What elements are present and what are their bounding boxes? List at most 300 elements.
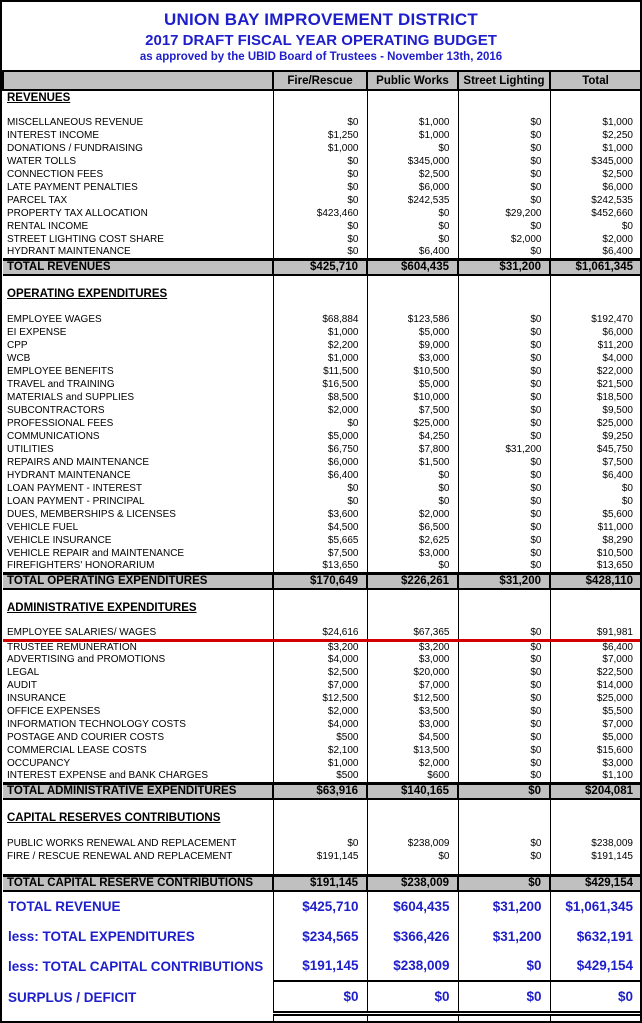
public-works-value: $604,435 bbox=[367, 259, 458, 275]
public-works-value: $3,000 bbox=[367, 547, 458, 560]
table-row bbox=[3, 573, 641, 589]
total-value: $632,191 bbox=[550, 921, 641, 951]
table-row bbox=[3, 615, 641, 627]
total-value: $9,500 bbox=[550, 404, 641, 417]
street-lighting-value: $0 bbox=[458, 757, 550, 770]
public-works-value bbox=[367, 90, 458, 104]
row-label: TOTAL ADMINISTRATIVE EXPENDITURES bbox=[3, 783, 273, 799]
street-lighting-value: $31,200 bbox=[458, 921, 550, 951]
fire-rescue-value: $1,000 bbox=[273, 326, 367, 339]
table-row bbox=[3, 718, 641, 731]
row-label: CPP bbox=[7, 340, 28, 351]
fire-rescue-value: $5,000 bbox=[273, 430, 367, 443]
row-label: DONATIONS / FUNDRAISING bbox=[7, 143, 143, 154]
total-value: $5,600 bbox=[550, 508, 641, 521]
street-lighting-value: $0 bbox=[458, 129, 550, 142]
table-row bbox=[3, 521, 641, 534]
row-label: SURPLUS / DEFICIT bbox=[8, 989, 137, 1005]
table-row bbox=[3, 744, 641, 757]
street-lighting-value: $0 bbox=[458, 744, 550, 757]
table-row bbox=[3, 666, 641, 679]
public-works-value: $20,000 bbox=[367, 666, 458, 679]
street-lighting-value: $0 bbox=[458, 142, 550, 155]
row-label: DUES, MEMBERSHIPS & LICENSES bbox=[7, 509, 176, 520]
row-label: FIRE / RESCUE RENEWAL AND REPLACEMENT bbox=[7, 851, 233, 862]
street-lighting-value: $0 bbox=[458, 194, 550, 207]
public-works-value bbox=[367, 615, 458, 627]
total-value: $14,000 bbox=[550, 679, 641, 692]
table-row bbox=[3, 770, 641, 783]
public-works-value: $238,009 bbox=[367, 837, 458, 850]
public-works-value bbox=[367, 863, 458, 875]
total-value: $1,100 bbox=[550, 770, 641, 783]
total-value: $428,110 bbox=[550, 573, 641, 589]
public-works-value: $140,165 bbox=[367, 783, 458, 799]
total-value: $7,000 bbox=[550, 653, 641, 666]
column-header-total: Total bbox=[550, 71, 641, 90]
total-value: $11,200 bbox=[550, 339, 641, 352]
public-works-value: $3,000 bbox=[367, 718, 458, 731]
total-value: $2,250 bbox=[550, 129, 641, 142]
fire-rescue-value: $6,400 bbox=[273, 469, 367, 482]
street-lighting-value bbox=[458, 811, 550, 825]
public-works-value bbox=[367, 799, 458, 811]
public-works-value: $0 bbox=[367, 207, 458, 220]
fire-rescue-value bbox=[273, 863, 367, 875]
street-lighting-value: $0 bbox=[458, 482, 550, 495]
row-label: TOTAL OPERATING EXPENDITURES bbox=[3, 573, 273, 589]
row-label: ADVERTISING and PROMOTIONS bbox=[7, 654, 166, 665]
total-value: $0 bbox=[550, 981, 641, 1013]
table-row bbox=[3, 547, 641, 560]
fire-rescue-value: $425,710 bbox=[273, 891, 367, 921]
total-value: $1,000 bbox=[550, 142, 641, 155]
total-value: $22,000 bbox=[550, 365, 641, 378]
column-header-row bbox=[3, 71, 641, 90]
fire-rescue-value: $0 bbox=[273, 981, 367, 1013]
total-value: $1,061,345 bbox=[550, 259, 641, 275]
total-value: $0 bbox=[550, 495, 641, 508]
table-row bbox=[3, 589, 641, 601]
street-lighting-value bbox=[458, 1013, 550, 1023]
row-label: TRUSTEE REMUNERATION bbox=[7, 641, 137, 653]
public-works-value: $1,000 bbox=[367, 129, 458, 142]
row-label: ADMINISTRATIVE EXPENDITURES bbox=[7, 602, 197, 614]
row-label: FIREFIGHTERS' HONORARIUM bbox=[7, 560, 155, 572]
total-value: $25,000 bbox=[550, 417, 641, 430]
street-lighting-value bbox=[458, 615, 550, 627]
total-value bbox=[550, 301, 641, 313]
public-works-value bbox=[367, 104, 458, 116]
street-lighting-value: $0 bbox=[458, 430, 550, 443]
row-label bbox=[3, 825, 273, 837]
street-lighting-value: $0 bbox=[458, 339, 550, 352]
public-works-value: $1,000 bbox=[367, 116, 458, 129]
table-row bbox=[3, 339, 641, 352]
street-lighting-value bbox=[458, 601, 550, 615]
total-value: $6,400 bbox=[550, 469, 641, 482]
total-value bbox=[550, 825, 641, 837]
row-label: PROPERTY TAX ALLOCATION bbox=[7, 208, 148, 219]
table-row bbox=[3, 731, 641, 744]
public-works-value bbox=[367, 601, 458, 615]
total-value: $5,000 bbox=[550, 731, 641, 744]
fire-rescue-value bbox=[273, 1013, 367, 1023]
fire-rescue-value: $5,665 bbox=[273, 534, 367, 547]
fire-rescue-value: $0 bbox=[273, 417, 367, 430]
public-works-value: $2,500 bbox=[367, 168, 458, 181]
total-value: $1,061,345 bbox=[550, 891, 641, 921]
row-label: TRAVEL and TRAINING bbox=[7, 379, 115, 390]
street-lighting-value: $0 bbox=[458, 718, 550, 731]
total-value: $6,400 bbox=[550, 246, 641, 259]
table-row bbox=[3, 326, 641, 339]
fire-rescue-value: $4,000 bbox=[273, 718, 367, 731]
total-value bbox=[550, 104, 641, 116]
row-label: CONNECTION FEES bbox=[7, 169, 104, 180]
street-lighting-value: $0 bbox=[458, 692, 550, 705]
row-label: EMPLOYEE WAGES bbox=[7, 314, 102, 325]
table-row bbox=[3, 560, 641, 573]
total-value: $345,000 bbox=[550, 155, 641, 168]
table-row bbox=[3, 757, 641, 770]
street-lighting-value: $0 bbox=[458, 220, 550, 233]
street-lighting-value: $0 bbox=[458, 469, 550, 482]
total-value: $45,750 bbox=[550, 443, 641, 456]
table-row bbox=[3, 352, 641, 365]
table-row bbox=[3, 863, 641, 875]
row-label: TOTAL REVENUE bbox=[8, 899, 121, 914]
total-value: $3,000 bbox=[550, 757, 641, 770]
table-row bbox=[3, 508, 641, 521]
street-lighting-value bbox=[458, 104, 550, 116]
table-row bbox=[3, 653, 641, 666]
street-lighting-value: $0 bbox=[458, 378, 550, 391]
street-lighting-value: $0 bbox=[458, 666, 550, 679]
fire-rescue-value bbox=[273, 301, 367, 313]
row-label: less: TOTAL EXPENDITURES bbox=[8, 928, 195, 944]
fire-rescue-value: $24,616 bbox=[273, 627, 367, 640]
total-value: $0 bbox=[550, 482, 641, 495]
total-value: $242,535 bbox=[550, 194, 641, 207]
fire-rescue-value: $8,500 bbox=[273, 391, 367, 404]
street-lighting-value: $0 bbox=[458, 770, 550, 783]
fire-rescue-value: $0 bbox=[273, 194, 367, 207]
row-label: PARCEL TAX bbox=[7, 195, 68, 206]
row-label: LEGAL bbox=[7, 667, 40, 678]
public-works-value: $0 bbox=[367, 220, 458, 233]
row-label: WATER TOLLS bbox=[7, 156, 77, 167]
row-label: INFORMATION TECHNOLOGY COSTS bbox=[7, 719, 186, 730]
fire-rescue-value: $425,710 bbox=[273, 259, 367, 275]
public-works-value bbox=[367, 301, 458, 313]
fire-rescue-value: $13,650 bbox=[273, 560, 367, 573]
public-works-value: $345,000 bbox=[367, 155, 458, 168]
column-header-fire-rescue: Fire/Rescue bbox=[273, 71, 367, 90]
public-works-value: $2,000 bbox=[367, 757, 458, 770]
fire-rescue-value: $3,200 bbox=[273, 640, 367, 653]
row-label: OPERATING EXPENDITURES bbox=[7, 288, 168, 300]
public-works-value: $5,000 bbox=[367, 326, 458, 339]
public-works-value: $226,261 bbox=[367, 573, 458, 589]
public-works-value: $0 bbox=[367, 142, 458, 155]
table-row bbox=[3, 981, 641, 1013]
total-value: $6,000 bbox=[550, 326, 641, 339]
fire-rescue-value: $191,145 bbox=[273, 951, 367, 981]
row-label: VEHICLE FUEL bbox=[7, 522, 79, 533]
fire-rescue-value: $16,500 bbox=[273, 378, 367, 391]
total-value: $7,500 bbox=[550, 456, 641, 469]
street-lighting-value bbox=[458, 825, 550, 837]
street-lighting-value: $0 bbox=[458, 627, 550, 640]
document-header bbox=[2, 2, 640, 70]
total-value: $238,009 bbox=[550, 837, 641, 850]
total-value: $452,660 bbox=[550, 207, 641, 220]
row-label: REPAIRS AND MAINTENANCE bbox=[7, 457, 150, 468]
fire-rescue-value bbox=[273, 799, 367, 811]
fire-rescue-value: $0 bbox=[273, 181, 367, 194]
fire-rescue-value: $170,649 bbox=[273, 573, 367, 589]
total-value: $18,500 bbox=[550, 391, 641, 404]
public-works-value bbox=[367, 275, 458, 287]
fire-rescue-value: $500 bbox=[273, 770, 367, 783]
table-row bbox=[3, 891, 641, 921]
row-label: SUBCONTRACTORS bbox=[7, 405, 105, 416]
budget-table bbox=[2, 70, 642, 1023]
street-lighting-value: $0 bbox=[458, 705, 550, 718]
public-works-value: $0 bbox=[367, 850, 458, 863]
public-works-value: $0 bbox=[367, 233, 458, 246]
row-label: HYDRANT MAINTENANCE bbox=[7, 470, 131, 481]
row-label: PUBLIC WORKS RENEWAL AND REPLACEMENT bbox=[7, 838, 237, 849]
public-works-value: $4,500 bbox=[367, 731, 458, 744]
row-label: TOTAL CAPITAL RESERVE CONTRIBUTIONS bbox=[3, 875, 273, 891]
table-row bbox=[3, 129, 641, 142]
row-label bbox=[3, 275, 273, 287]
fire-rescue-value bbox=[273, 615, 367, 627]
fire-rescue-value: $500 bbox=[273, 731, 367, 744]
row-label: VEHICLE INSURANCE bbox=[7, 535, 112, 546]
table-row bbox=[3, 90, 641, 104]
fire-rescue-value: $2,100 bbox=[273, 744, 367, 757]
row-label: MATERIALS and SUPPLIES bbox=[7, 392, 135, 403]
total-value bbox=[550, 601, 641, 615]
street-lighting-value bbox=[458, 799, 550, 811]
public-works-value bbox=[367, 1013, 458, 1023]
street-lighting-value: $0 bbox=[458, 326, 550, 339]
street-lighting-value: $0 bbox=[458, 181, 550, 194]
fire-rescue-value: $4,000 bbox=[273, 653, 367, 666]
fire-rescue-value: $2,000 bbox=[273, 705, 367, 718]
total-value: $2,500 bbox=[550, 168, 641, 181]
total-value bbox=[550, 589, 641, 601]
row-label: POSTAGE AND COURIER COSTS bbox=[7, 732, 165, 743]
fire-rescue-value: $0 bbox=[273, 168, 367, 181]
public-works-value: $3,200 bbox=[367, 640, 458, 653]
total-value: $1,000 bbox=[550, 116, 641, 129]
row-label: PROFESSIONAL FEES bbox=[7, 418, 114, 429]
table-row bbox=[3, 142, 641, 155]
table-row bbox=[3, 692, 641, 705]
street-lighting-value: $0 bbox=[458, 456, 550, 469]
total-value: $22,500 bbox=[550, 666, 641, 679]
table-row bbox=[3, 104, 641, 116]
total-value bbox=[550, 615, 641, 627]
total-value: $4,000 bbox=[550, 352, 641, 365]
total-value bbox=[550, 811, 641, 825]
total-value: $0 bbox=[550, 220, 641, 233]
table-row bbox=[3, 601, 641, 615]
row-label: LOAN PAYMENT - INTEREST bbox=[7, 483, 143, 494]
street-lighting-value: $0 bbox=[458, 508, 550, 521]
public-works-value: $2,000 bbox=[367, 508, 458, 521]
street-lighting-value: $0 bbox=[458, 391, 550, 404]
public-works-value: $6,400 bbox=[367, 246, 458, 259]
table-row bbox=[3, 365, 641, 378]
public-works-value: $600 bbox=[367, 770, 458, 783]
row-label: INSURANCE bbox=[7, 693, 66, 704]
fire-rescue-value: $12,500 bbox=[273, 692, 367, 705]
fire-rescue-value: $1,000 bbox=[273, 757, 367, 770]
public-works-value: $1,500 bbox=[367, 456, 458, 469]
row-label: COMMERCIAL LEASE COSTS bbox=[7, 745, 147, 756]
row-label: STREET LIGHTING COST SHARE bbox=[7, 234, 164, 245]
public-works-value: $0 bbox=[367, 560, 458, 573]
total-value: $8,290 bbox=[550, 534, 641, 547]
row-label: CAPITAL RESERVES CONTRIBUTIONS bbox=[7, 812, 221, 824]
total-value: $429,154 bbox=[550, 951, 641, 981]
total-value bbox=[550, 1013, 641, 1023]
street-lighting-value: $0 bbox=[458, 168, 550, 181]
public-works-value: $0 bbox=[367, 981, 458, 1013]
table-row bbox=[3, 534, 641, 547]
document-subtitle: 2017 DRAFT FISCAL YEAR OPERATING BUDGET bbox=[145, 32, 497, 49]
row-label: INTEREST EXPENSE and BANK CHARGES bbox=[7, 770, 208, 782]
public-works-value bbox=[367, 589, 458, 601]
street-lighting-value bbox=[458, 275, 550, 287]
public-works-value: $5,000 bbox=[367, 378, 458, 391]
total-value: $6,000 bbox=[550, 181, 641, 194]
street-lighting-value: $0 bbox=[458, 534, 550, 547]
total-value bbox=[550, 275, 641, 287]
fire-rescue-value: $0 bbox=[273, 837, 367, 850]
table-row bbox=[3, 850, 641, 863]
table-row bbox=[3, 679, 641, 692]
street-lighting-value: $0 bbox=[458, 951, 550, 981]
public-works-value: $7,800 bbox=[367, 443, 458, 456]
public-works-value: $67,365 bbox=[367, 627, 458, 640]
public-works-value: $2,625 bbox=[367, 534, 458, 547]
total-value bbox=[550, 90, 641, 104]
fire-rescue-value: $68,884 bbox=[273, 313, 367, 326]
fire-rescue-value: $2,000 bbox=[273, 404, 367, 417]
table-row bbox=[3, 875, 641, 891]
fire-rescue-value bbox=[273, 589, 367, 601]
total-value: $429,154 bbox=[550, 875, 641, 891]
street-lighting-value bbox=[458, 287, 550, 301]
public-works-value: $3,000 bbox=[367, 352, 458, 365]
row-label bbox=[3, 615, 273, 627]
fire-rescue-value: $0 bbox=[273, 482, 367, 495]
fire-rescue-value: $11,500 bbox=[273, 365, 367, 378]
street-lighting-value: $0 bbox=[458, 521, 550, 534]
table-row bbox=[3, 275, 641, 287]
table-row bbox=[3, 116, 641, 129]
row-label bbox=[3, 799, 273, 811]
street-lighting-value: $29,200 bbox=[458, 207, 550, 220]
fire-rescue-value: $1,000 bbox=[273, 352, 367, 365]
total-value: $204,081 bbox=[550, 783, 641, 799]
street-lighting-value: $0 bbox=[458, 417, 550, 430]
table-row bbox=[3, 705, 641, 718]
fire-rescue-value: $0 bbox=[273, 233, 367, 246]
fire-rescue-value: $2,200 bbox=[273, 339, 367, 352]
fire-rescue-value: $0 bbox=[273, 246, 367, 259]
public-works-value: $25,000 bbox=[367, 417, 458, 430]
fire-rescue-value bbox=[273, 811, 367, 825]
street-lighting-value: $0 bbox=[458, 981, 550, 1013]
public-works-value: $238,009 bbox=[367, 875, 458, 891]
public-works-value: $604,435 bbox=[367, 891, 458, 921]
street-lighting-value: $31,200 bbox=[458, 259, 550, 275]
fire-rescue-value bbox=[273, 287, 367, 301]
row-label: TOTAL REVENUES bbox=[3, 259, 273, 275]
public-works-value: $3,000 bbox=[367, 653, 458, 666]
table-row bbox=[3, 233, 641, 246]
row-label bbox=[3, 863, 273, 875]
street-lighting-value: $0 bbox=[458, 850, 550, 863]
total-value: $11,000 bbox=[550, 521, 641, 534]
public-works-value: $10,000 bbox=[367, 391, 458, 404]
fire-rescue-value: $234,565 bbox=[273, 921, 367, 951]
street-lighting-value: $0 bbox=[458, 365, 550, 378]
row-label: EI EXPENSE bbox=[7, 327, 67, 338]
document-approval-line: as approved by the UBID Board of Trustees - November 13th, 2016 bbox=[139, 51, 503, 63]
fire-rescue-value: $63,916 bbox=[273, 783, 367, 799]
fire-rescue-value: $7,500 bbox=[273, 547, 367, 560]
row-label: VEHICLE REPAIR and MAINTENANCE bbox=[7, 548, 185, 559]
table-row bbox=[3, 404, 641, 417]
row-label: INTEREST INCOME bbox=[7, 130, 100, 141]
table-row bbox=[3, 168, 641, 181]
row-label: REVENUES bbox=[7, 91, 71, 104]
total-value: $5,500 bbox=[550, 705, 641, 718]
total-value: $25,000 bbox=[550, 692, 641, 705]
public-works-value: $123,586 bbox=[367, 313, 458, 326]
document-title: UNION BAY IMPROVEMENT DISTRICT bbox=[164, 10, 478, 29]
street-lighting-value bbox=[458, 90, 550, 104]
fire-rescue-value bbox=[273, 90, 367, 104]
public-works-value: $6,000 bbox=[367, 181, 458, 194]
fire-rescue-value: $191,145 bbox=[273, 850, 367, 863]
public-works-value: $6,500 bbox=[367, 521, 458, 534]
public-works-value bbox=[367, 811, 458, 825]
row-label: EMPLOYEE BENEFITS bbox=[7, 366, 114, 377]
street-lighting-value: $0 bbox=[458, 640, 550, 653]
table-row bbox=[3, 921, 641, 951]
row-label: AUDIT bbox=[7, 680, 37, 691]
table-row bbox=[3, 259, 641, 275]
table-row bbox=[3, 220, 641, 233]
table-row bbox=[3, 181, 641, 194]
table-row bbox=[3, 443, 641, 456]
fire-rescue-value bbox=[273, 275, 367, 287]
row-label: WCB bbox=[7, 353, 31, 364]
row-label: LATE PAYMENT PENALTIES bbox=[7, 182, 138, 193]
street-lighting-value: $31,200 bbox=[458, 573, 550, 589]
street-lighting-value: $0 bbox=[458, 547, 550, 560]
public-works-value: $0 bbox=[367, 482, 458, 495]
